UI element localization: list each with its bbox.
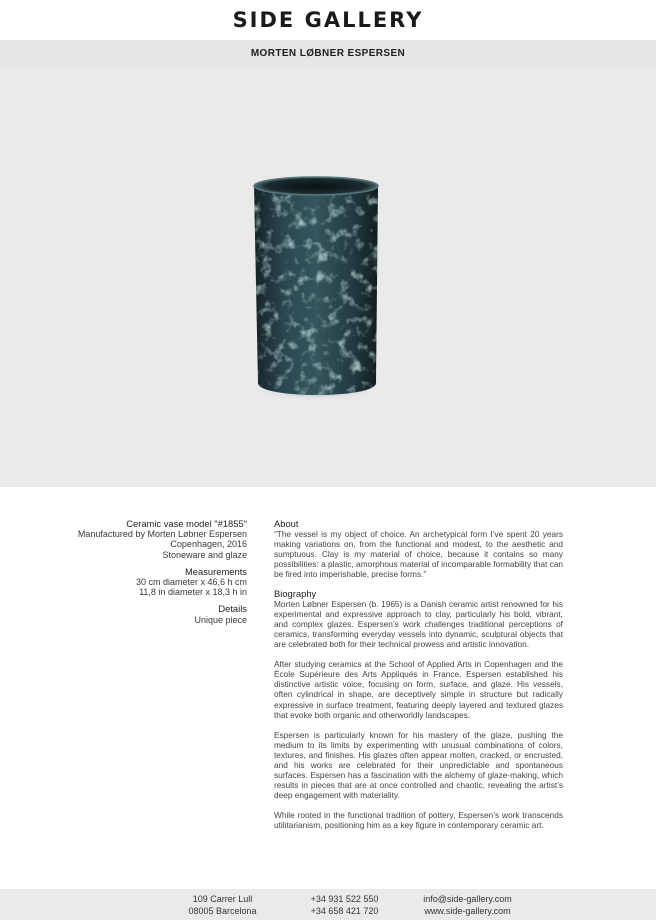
address-line: 109 Carrer Lull — [192, 894, 253, 904]
item-details — [40, 519, 247, 632]
artist-name: MORTEN LØBNER ESPERSEN — [0, 40, 656, 68]
details-heading: Details — [218, 603, 247, 615]
biography-paragraph: After studying ceramics at the School of Applied Arts in Copenhagen and the École Supérieure des Arts Appliqués in France, Espersen established his distinctive artistic voice, focusing on form, surface, and glaze. His vessels, often cylindrical in shape, are deceptively simple in structure but radically expressive in surface treatment, featuring deeply layered and textured glazes that evoke both organic and otherworldly landscapes. — [274, 659, 563, 720]
email-link[interactable]: info@side-gallery.com — [423, 894, 512, 904]
footer-address — [170, 893, 275, 917]
about-section — [274, 519, 563, 580]
biography-heading: Biography — [274, 587, 317, 599]
item-info-group — [40, 519, 247, 560]
measurement-in: 11,8 in diameter x 18,3 h in — [139, 587, 247, 598]
material: Stoneware and glaze — [162, 549, 247, 560]
address-line: 08005 Barcelona — [188, 906, 257, 916]
measurements-group — [40, 567, 247, 598]
details-value: Unique piece — [194, 614, 247, 625]
phone-link[interactable]: +34 931 522 550 — [310, 894, 379, 904]
footer-contact — [415, 893, 520, 917]
footer-phones — [292, 893, 397, 917]
item-title: Ceramic vase model "#1855" — [126, 518, 247, 529]
phone-link[interactable]: +34 658 421 720 — [310, 906, 379, 916]
about-text: “The vessel is my object of choice. An archetypical form I’ve spent 20 years making variations on, from the functional and modest, to the aesthetic and sumptuous. Clay is my material of choice, because it contains so many possibilities: a plastic, amorphous material of incomparable formability that can be fired into imperishable, precise forms.” — [274, 529, 563, 580]
place-year: Copenhagen, 2016 — [170, 539, 247, 550]
description — [274, 519, 563, 831]
measurement-cm: 30 cm diameter x 46,6 h cm — [135, 577, 247, 588]
hero-section — [0, 40, 656, 487]
biography-paragraph: Espersen is particularly known for his mastery of the glaze, pushing the medium to its limits by experimenting with unusual combinations of colors, textures, and finishes. His glazes often appear molten, cracked, or encrusted, and his works are celebrated for their unpredictable and spontaneous surfaces. Espersen has a fascination with the alchemy of glaze-making, which results in pieces that are at once controlled and chaotic, revealing the artist’s deep engagement with materiality. — [274, 729, 563, 801]
biography-paragraph: Morten Løbner Espersen (b. 1965) is a Danish ceramic artist renowned for his experimental and expressive approach to clay, particularly his bold, vibrant, and complex glazes. Espersen’s work challenges traditional perceptions of ceramics, transforming everyday vessels into dynamic, sculptural objects that are celebrated both for their technical prowess and artistic innovation. — [274, 598, 563, 650]
vase-image — [250, 173, 382, 401]
website-link[interactable]: www.side-gallery.com — [424, 906, 511, 916]
details-group — [40, 604, 247, 624]
measurements-heading: Measurements — [184, 565, 247, 577]
biography-paragraph: While rooted in the functional tradition of pottery, Espersen’s work transcends utilitarianism, positioning him as a key figure in contemporary ceramic art. — [274, 810, 563, 831]
biography-section — [274, 589, 563, 831]
manufacturer: Manufactured by Morten Løbner Espersen — [77, 529, 247, 540]
about-heading: About — [274, 518, 299, 529]
brand-logo: SIDE GALLERY — [232, 8, 424, 32]
footer — [0, 889, 656, 920]
